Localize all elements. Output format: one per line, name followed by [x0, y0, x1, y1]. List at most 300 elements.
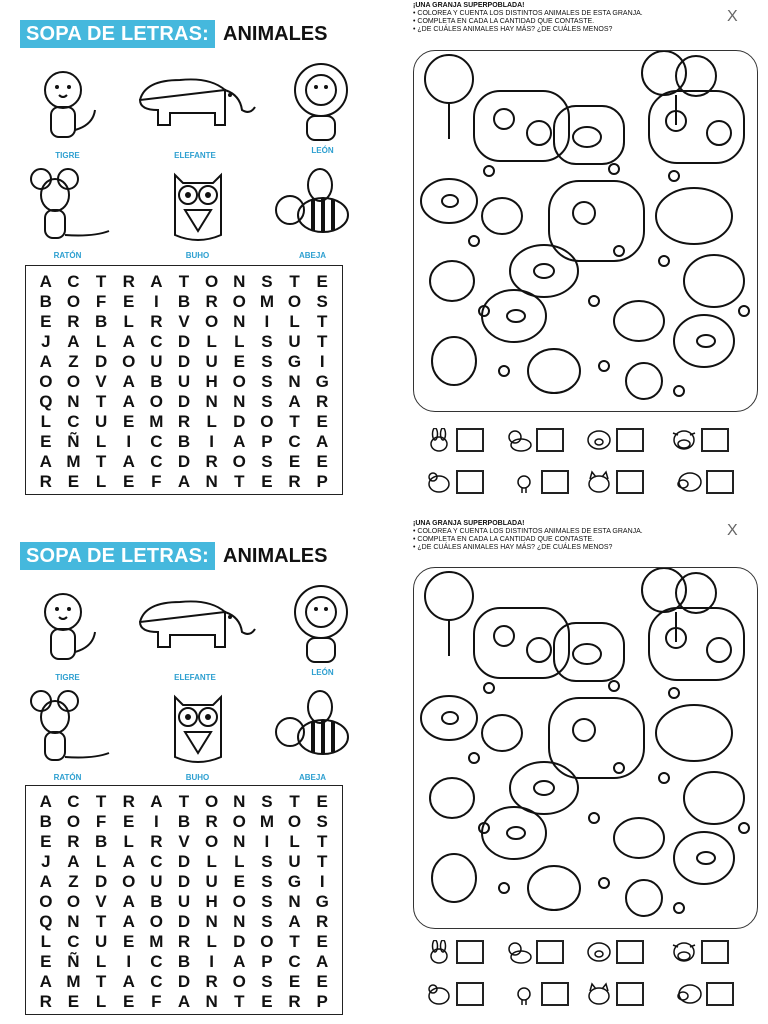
grid-cell[interactable]: I — [264, 832, 270, 851]
grid-cell[interactable]: R — [316, 392, 329, 411]
grid-cell[interactable]: A — [122, 392, 135, 411]
grid-cell[interactable]: O — [205, 832, 219, 851]
grid-cell[interactable]: A — [233, 952, 246, 971]
grid-cell[interactable]: H — [205, 372, 218, 391]
grid-cell[interactable]: O — [260, 932, 274, 951]
grid-cell[interactable]: N — [67, 392, 80, 411]
grid-cell[interactable]: A — [122, 332, 135, 351]
grid-cell[interactable]: I — [126, 952, 132, 971]
grid-cell[interactable]: E — [233, 872, 245, 891]
grid-cell[interactable]: C — [150, 972, 163, 991]
grid-cell[interactable]: E — [316, 972, 328, 991]
grid-cell[interactable]: C — [67, 792, 80, 811]
grid-cell[interactable]: L — [206, 332, 217, 351]
grid-cell[interactable]: D — [177, 332, 191, 351]
grid-cell[interactable]: A — [39, 792, 52, 811]
grid-cell[interactable]: D — [177, 452, 191, 471]
grid-cell[interactable]: R — [122, 792, 135, 811]
grid-cell[interactable]: T — [95, 272, 107, 291]
grid-cell[interactable]: A — [122, 972, 135, 991]
grid-cell[interactable]: A — [67, 852, 80, 871]
grid-cell[interactable]: A — [122, 892, 135, 911]
grid-cell[interactable]: Ñ — [67, 432, 80, 451]
grid-cell[interactable]: U — [94, 412, 108, 431]
count-box[interactable] — [701, 428, 729, 452]
grid-cell[interactable]: B — [39, 812, 52, 831]
grid-cell[interactable]: O — [287, 812, 302, 831]
grid-cell[interactable]: L — [40, 932, 51, 951]
grid-cell[interactable]: Ñ — [67, 952, 80, 971]
grid-cell[interactable]: B — [177, 432, 191, 451]
instruction-line-1: • COLOREA Y CUENTA LOS DISTINTOS ANIMALES DE ESTA GRANJA. — [413, 10, 643, 17]
grid-cell[interactable]: R — [205, 972, 218, 991]
grid-cell[interactable]: C — [150, 332, 163, 351]
grid-cell[interactable]: E — [67, 472, 80, 491]
grid-cell[interactable]: S — [261, 272, 273, 291]
grid-cell[interactable]: E — [40, 952, 52, 971]
grid-cell[interactable]: U — [177, 892, 191, 911]
animal-label-owl: BUHO — [185, 773, 210, 782]
count-box[interactable] — [616, 940, 644, 964]
grid-cell[interactable]: E — [40, 432, 52, 451]
grid-cell[interactable]: O — [66, 292, 81, 311]
owl-card — [145, 165, 250, 260]
grid-cell[interactable]: G — [287, 352, 302, 371]
count-box[interactable] — [541, 982, 569, 1006]
grid-cell[interactable]: U — [288, 852, 301, 871]
grid-cell[interactable]: C — [150, 452, 163, 471]
grid-cell[interactable]: T — [95, 972, 107, 991]
grid-cell[interactable]: D — [177, 872, 191, 891]
grid-cell[interactable]: O — [66, 812, 81, 831]
grid-cell[interactable]: A — [122, 852, 135, 871]
grid-cell[interactable]: E — [67, 992, 80, 1011]
grid-cell[interactable]: U — [288, 332, 301, 351]
grid-cell[interactable]: T — [95, 452, 107, 471]
grid-cell[interactable]: S — [261, 372, 273, 391]
grid-cell[interactable]: R — [122, 272, 135, 291]
duck-icon — [505, 428, 533, 452]
grid-cell[interactable]: N — [233, 312, 246, 331]
grid-cell[interactable]: A — [316, 952, 329, 971]
chick-icon — [510, 982, 538, 1006]
grid-cell[interactable]: D — [177, 912, 191, 931]
grid-cell[interactable]: C — [67, 932, 80, 951]
animal-label-elephant: ELEFANTE — [174, 673, 216, 682]
grid-cell[interactable]: L — [95, 432, 107, 451]
grid-cell[interactable]: L — [95, 332, 107, 351]
sheep-icon — [675, 470, 703, 494]
grid-cell[interactable]: O — [232, 372, 246, 391]
grid-cell[interactable]: M — [66, 452, 81, 471]
grid-cell[interactable]: O — [39, 892, 53, 911]
grid-cell[interactable]: T — [316, 832, 328, 851]
count-box[interactable] — [706, 470, 734, 494]
grid-cell[interactable]: A — [39, 872, 52, 891]
grid-cell[interactable]: P — [316, 992, 328, 1011]
grid-cell[interactable]: I — [153, 292, 159, 311]
grid-cell[interactable]: L — [289, 832, 300, 851]
grid-cell[interactable]: L — [40, 412, 51, 431]
grid-cell[interactable]: L — [123, 832, 134, 851]
grid-cell[interactable]: F — [151, 472, 162, 491]
grid-cell[interactable]: O — [232, 972, 246, 991]
bee-icon — [268, 687, 358, 767]
grid-cell[interactable]: E — [261, 992, 273, 1011]
grid-cell[interactable]: B — [39, 292, 52, 311]
grid-cell[interactable]: R — [205, 452, 218, 471]
grid-cell[interactable]: T — [289, 412, 300, 431]
grid-cell[interactable]: T — [95, 392, 107, 411]
grid-cell[interactable]: T — [95, 792, 107, 811]
grid-cell[interactable]: L — [95, 952, 107, 971]
grid-cell[interactable]: F — [151, 992, 162, 1011]
grid-cell[interactable]: T — [316, 332, 328, 351]
grid-cell[interactable]: O — [122, 352, 136, 371]
grid-cell[interactable]: H — [205, 892, 218, 911]
lion-icon — [283, 582, 363, 667]
grid-cell[interactable]: R — [316, 912, 329, 931]
grid-cell[interactable]: U — [205, 872, 218, 891]
counter-rabbit — [425, 425, 484, 455]
grid-cell[interactable]: L — [95, 852, 107, 871]
instruction-line-1: • COLOREA Y CUENTA LOS DISTINTOS ANIMALES DE ESTA GRANJA. — [413, 528, 643, 535]
grid-cell[interactable]: Q — [39, 392, 53, 411]
grid-cell[interactable]: O — [205, 792, 219, 811]
count-box[interactable] — [456, 470, 484, 494]
grid-cell[interactable]: O — [232, 892, 246, 911]
count-box[interactable] — [701, 940, 729, 964]
close-icon[interactable]: X — [727, 522, 738, 539]
counter-duck — [505, 425, 564, 455]
grid-cell[interactable]: A — [39, 452, 52, 471]
grid-cell[interactable]: E — [316, 412, 328, 431]
grid-cell[interactable]: O — [66, 892, 81, 911]
animal-label-mouse: RATÓN — [53, 251, 82, 260]
grid-cell[interactable]: A — [316, 432, 329, 451]
grid-cell[interactable]: I — [126, 432, 132, 451]
grid-cell[interactable]: I — [319, 352, 325, 371]
grid-cell[interactable]: B — [150, 892, 163, 911]
grid-cell[interactable]: J — [41, 852, 51, 871]
grid-cell[interactable]: T — [316, 312, 328, 331]
grid-cell[interactable]: B — [94, 312, 108, 331]
grid-cell[interactable]: E — [40, 832, 52, 851]
grid-cell[interactable]: A — [39, 352, 52, 371]
sheep-icon — [675, 982, 703, 1006]
grid-cell[interactable]: N — [205, 992, 218, 1011]
grid-cell[interactable]: N — [233, 392, 246, 411]
grid-cell[interactable]: P — [316, 472, 328, 491]
grid-cell[interactable]: S — [261, 352, 273, 371]
grid-cell[interactable]: L — [234, 332, 245, 351]
grid-cell[interactable]: D — [94, 872, 108, 891]
lion-icon — [283, 60, 363, 145]
grid-cell[interactable]: O — [232, 292, 246, 311]
grid-cell[interactable]: A — [288, 912, 301, 931]
counter-cat — [585, 979, 644, 1009]
farm-heading: ¡UNA GRANJA SUPERPOBLADA! — [413, 2, 525, 9]
grid-cell[interactable]: R — [288, 472, 301, 491]
grid-cell[interactable]: T — [316, 852, 328, 871]
grid-cell[interactable]: O — [149, 912, 163, 931]
grid-cell[interactable]: A — [122, 452, 135, 471]
grid-cell[interactable]: F — [95, 292, 107, 311]
grid-cell[interactable]: T — [95, 912, 107, 931]
grid-cell[interactable]: C — [150, 852, 163, 871]
tiger-icon — [33, 587, 103, 665]
grid-cell[interactable]: N — [233, 832, 246, 851]
count-box[interactable] — [616, 982, 644, 1006]
farm-heading: ¡UNA GRANJA SUPERPOBLADA! — [413, 520, 525, 527]
grid-cell[interactable]: B — [94, 832, 108, 851]
grid-cell[interactable]: A — [122, 912, 135, 931]
grid-cell[interactable]: R — [150, 832, 163, 851]
grid-cell[interactable]: M — [149, 932, 164, 951]
grid-cell[interactable]: M — [259, 292, 274, 311]
rabbit-icon — [425, 940, 453, 964]
grid-cell[interactable]: S — [261, 852, 273, 871]
close-icon[interactable]: X — [727, 8, 738, 25]
grid-cell[interactable]: P — [261, 952, 273, 971]
grid-cell[interactable]: C — [288, 952, 301, 971]
grid-cell[interactable]: M — [66, 972, 81, 991]
grid-cell[interactable]: E — [288, 972, 301, 991]
mouse-card — [15, 165, 120, 260]
count-box[interactable] — [456, 428, 484, 452]
grid-cell[interactable]: A — [233, 432, 246, 451]
grid-cell[interactable]: Q — [39, 912, 53, 931]
grid-cell[interactable]: I — [209, 432, 214, 451]
grid-cell[interactable]: I — [264, 312, 270, 331]
grid-cell[interactable]: S — [261, 332, 273, 351]
animal-label-bee: ABEJA — [298, 773, 327, 782]
grid-cell[interactable]: O — [122, 872, 136, 891]
animal-label-lion: LEÓN — [311, 146, 334, 155]
grid-cell[interactable]: L — [123, 312, 134, 331]
grid-cell[interactable]: V — [95, 372, 107, 391]
grid-cell[interactable]: D — [177, 972, 191, 991]
grid-cell[interactable]: U — [94, 932, 108, 951]
grid-cell[interactable]: B — [177, 812, 191, 831]
grid-cell[interactable]: R — [177, 932, 191, 951]
grid-cell[interactable]: F — [95, 812, 107, 831]
grid-cell[interactable]: V — [178, 312, 190, 331]
grid-cell[interactable]: D — [177, 852, 191, 871]
grid-cell[interactable]: G — [287, 872, 302, 891]
grid-cell[interactable]: E — [316, 272, 328, 291]
grid-cell[interactable]: N — [288, 372, 301, 391]
grid-cell[interactable]: D — [177, 392, 191, 411]
grid-cell[interactable]: D — [233, 932, 246, 951]
count-box[interactable] — [616, 428, 644, 452]
animal-label-lion: LEÓN — [311, 668, 334, 677]
wordsearch-title — [20, 542, 327, 570]
counter-cow — [670, 937, 729, 967]
grid-cell[interactable]: V — [178, 832, 190, 851]
grid-cell[interactable]: A — [39, 972, 52, 991]
grid-cell[interactable]: A — [150, 272, 163, 291]
grid-cell[interactable]: E — [40, 312, 52, 331]
grid-cell[interactable]: S — [261, 392, 273, 411]
grid-cell[interactable]: S — [316, 292, 328, 311]
grid-cell[interactable]: Z — [68, 352, 79, 371]
count-box[interactable] — [616, 470, 644, 494]
grid-cell[interactable]: O — [149, 392, 163, 411]
grid-cell[interactable]: G — [315, 372, 329, 391]
grid-cell[interactable]: R — [150, 312, 163, 331]
grid-cell[interactable]: O — [260, 412, 274, 431]
count-box[interactable] — [456, 940, 484, 964]
grid-cell[interactable]: S — [261, 892, 273, 911]
grid-cell[interactable]: S — [261, 972, 273, 991]
grid-cell[interactable]: R — [205, 812, 218, 831]
grid-cell[interactable]: O — [232, 452, 246, 471]
count-box[interactable] — [536, 428, 564, 452]
grid-cell[interactable]: A — [288, 392, 301, 411]
count-box[interactable] — [541, 470, 569, 494]
grid-cell[interactable]: A — [67, 332, 80, 351]
grid-cell[interactable]: E — [123, 932, 135, 951]
grid-cell[interactable]: D — [233, 412, 246, 431]
instruction-line-3: • ¿DE CUÁLES ANIMALES HAY MÁS? ¿DE CUÁLES MENOS? — [413, 544, 613, 551]
grid-cell[interactable]: O — [205, 272, 219, 291]
grid-cell[interactable]: L — [95, 992, 107, 1011]
mouse-icon — [23, 165, 113, 245]
grid-cell[interactable]: U — [150, 352, 163, 371]
grid-cell[interactable]: G — [315, 892, 329, 911]
grid-cell[interactable]: N — [233, 912, 246, 931]
grid-cell[interactable]: T — [178, 272, 190, 291]
grid-cell[interactable]: E — [233, 352, 245, 371]
grid-cell[interactable]: L — [206, 932, 217, 951]
count-box[interactable] — [536, 940, 564, 964]
grid-cell[interactable]: I — [319, 872, 325, 891]
grid-cell[interactable]: N — [67, 912, 80, 931]
grid-cell[interactable]: V — [95, 892, 107, 911]
mouse-icon — [23, 687, 113, 767]
grid-cell[interactable]: E — [123, 412, 135, 431]
cow-icon — [670, 940, 698, 964]
grid-cell[interactable]: O — [287, 292, 302, 311]
grid-cell[interactable]: L — [289, 312, 300, 331]
grid-cell[interactable]: N — [288, 892, 301, 911]
grid-cell[interactable]: L — [206, 852, 217, 871]
grid-cell[interactable]: S — [316, 812, 328, 831]
grid-cell[interactable]: R — [288, 992, 301, 1011]
grid-cell[interactable]: O — [39, 372, 53, 391]
grid-cell[interactable]: S — [261, 872, 273, 891]
grid-cell[interactable]: R — [67, 832, 80, 851]
duck-icon — [505, 940, 533, 964]
grid-cell[interactable]: E — [316, 452, 328, 471]
counter-rabbit — [425, 937, 484, 967]
grid-cell[interactable]: A — [177, 472, 191, 491]
grid-cell[interactable]: E — [316, 932, 328, 951]
grid-cell[interactable]: U — [150, 872, 163, 891]
count-box[interactable] — [456, 982, 484, 1006]
grid-cell[interactable]: T — [178, 792, 190, 811]
grid-cell[interactable]: T — [289, 792, 300, 811]
grid-cell[interactable]: N — [233, 272, 246, 291]
grid-cell[interactable]: C — [67, 272, 80, 291]
cat-icon — [585, 982, 613, 1006]
grid-cell[interactable]: S — [261, 792, 273, 811]
grid-cell[interactable]: S — [261, 912, 273, 931]
grid-cell[interactable]: C — [288, 432, 301, 451]
elephant-icon — [130, 65, 260, 143]
grid-cell[interactable]: E — [123, 292, 135, 311]
grid-cell[interactable]: U — [205, 352, 218, 371]
count-box[interactable] — [706, 982, 734, 1006]
farm-panel — [405, 512, 760, 1024]
chick-icon — [510, 470, 538, 494]
grid-cell[interactable]: C — [67, 412, 80, 431]
grid-cell[interactable]: I — [153, 812, 159, 831]
grid-cell[interactable]: L — [206, 412, 217, 431]
animal-label-bee: ABEJA — [298, 251, 327, 260]
grid-cell[interactable]: A — [150, 792, 163, 811]
grid-cell[interactable]: C — [150, 952, 163, 971]
grid-cell[interactable]: R — [177, 412, 191, 431]
grid-cell[interactable]: T — [234, 992, 245, 1011]
grid-cell[interactable]: Z — [68, 872, 79, 891]
grid-cell[interactable]: D — [94, 352, 108, 371]
grid-cell[interactable]: R — [39, 472, 52, 491]
grid-cell[interactable]: N — [205, 392, 218, 411]
grid-cell[interactable]: N — [233, 792, 246, 811]
grid-cell[interactable]: B — [177, 952, 191, 971]
grid-cell[interactable]: C — [150, 432, 163, 451]
grid-cell[interactable]: E — [123, 992, 135, 1011]
grid-cell[interactable]: L — [95, 472, 107, 491]
grid-cell[interactable]: O — [205, 312, 219, 331]
grid-cell[interactable]: P — [261, 432, 273, 451]
grid-cell[interactable]: O — [232, 812, 246, 831]
grid-cell[interactable]: O — [66, 372, 81, 391]
grid-cell[interactable]: B — [177, 292, 191, 311]
grid-cell[interactable]: A — [177, 992, 191, 1011]
grid-cell[interactable]: E — [316, 792, 328, 811]
grid-cell[interactable]: I — [209, 952, 214, 971]
grid-cell[interactable]: R — [67, 312, 80, 331]
grid-cell[interactable]: T — [289, 272, 300, 291]
grid-cell[interactable]: A — [122, 372, 135, 391]
grid-cell[interactable]: T — [234, 472, 245, 491]
grid-cell[interactable]: E — [288, 452, 301, 471]
grid-cell[interactable]: B — [150, 372, 163, 391]
grid-cell[interactable]: L — [234, 852, 245, 871]
grid-cell[interactable]: T — [289, 932, 300, 951]
grid-cell[interactable]: E — [123, 472, 135, 491]
grid-cell[interactable]: M — [259, 812, 274, 831]
grid-cell[interactable]: D — [177, 352, 191, 371]
lion-card — [270, 582, 375, 677]
grid-cell[interactable]: N — [205, 912, 218, 931]
grid-cell[interactable]: R — [205, 292, 218, 311]
grid-cell[interactable]: J — [41, 332, 51, 351]
grid-cell[interactable]: A — [39, 272, 52, 291]
wordsearch-panel — [10, 512, 360, 1024]
tiger-card — [15, 65, 120, 160]
grid-cell[interactable]: E — [261, 472, 273, 491]
grid-cell[interactable]: S — [261, 452, 273, 471]
grid-cell[interactable]: E — [123, 812, 135, 831]
grid-cell[interactable]: U — [177, 372, 191, 391]
grid-cell[interactable]: N — [205, 472, 218, 491]
grid-cell[interactable]: R — [39, 992, 52, 1011]
grid-cell[interactable]: M — [149, 412, 164, 431]
